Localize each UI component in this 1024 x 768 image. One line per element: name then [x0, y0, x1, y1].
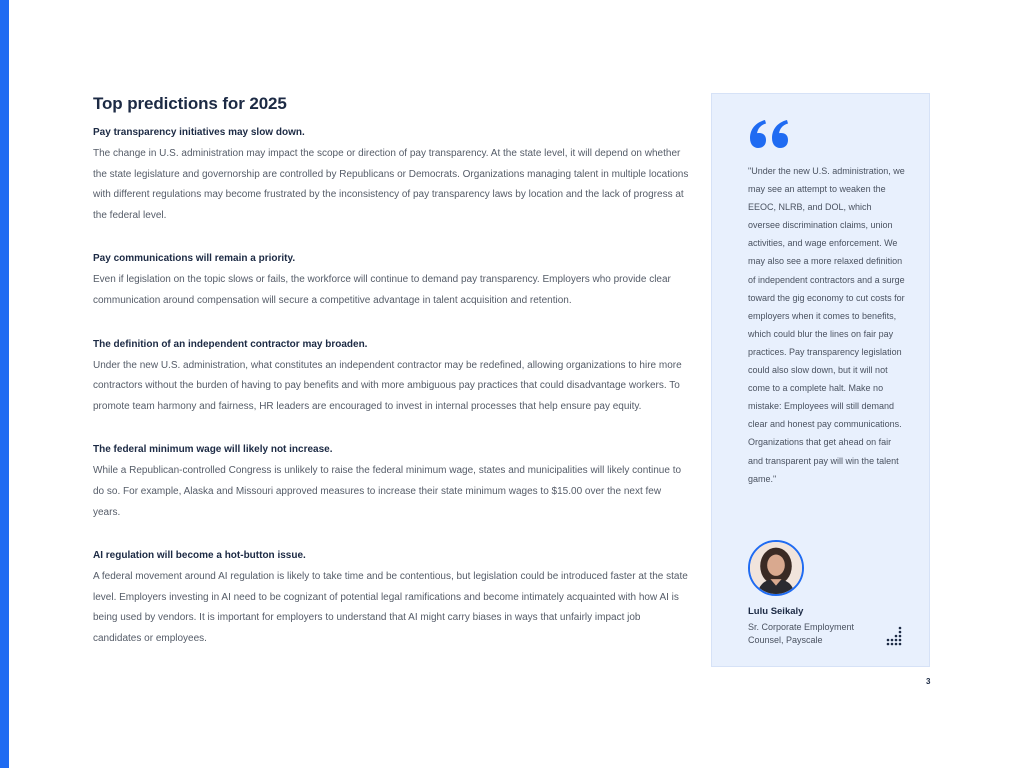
payscale-dots-logo-icon — [885, 626, 903, 646]
prediction-section-2 — [93, 252, 693, 311]
page-number: 3 — [926, 677, 931, 686]
author-avatar — [748, 540, 804, 596]
prediction-body: While a Republican-controlled Congress is unlikely to raise the federal minimum wage, states and municipalities will likely continue to do so. For example, Alaska and Missouri approved measures to increase their state minimum wages to $15.00 over the next few years. — [93, 465, 682, 518]
prediction-heading: Pay communications will remain a priority. — [93, 253, 296, 265]
prediction-body: The change in U.S. administration may impact the scope or direction of pay transparency. At the state level, it will depend on whether the state legislature and governorship are controlled by Republicans or Democrats. Organizations managing talent in multiple locations with different regulations may become frustrated by the inconsistency of pay transparency laws by location and the lack of progress at the federal level. — [93, 148, 689, 221]
main-content — [93, 94, 693, 676]
quote-text: "Under the new U.S. administration, we may see an attempt to weaken the EEOC, NLRB, and DOL, which oversee discrimination claims, union activities, and wage enforcement. We may also see a more relaxed definition of independent contractors and a surge toward the gig economy to cut costs for employers when it comes to benefits, which could blur the lines on fair pay practices. Pay transparency legislation could also slow down, but it will not come to a complete halt. Make no mistake: Employees will still demand clear and honest pay communications. Organizations that get ahead on fair and transparent pay will win the talent game." — [748, 166, 905, 484]
quote-card — [711, 93, 930, 667]
prediction-heading: The federal minimum wage will likely not increase. — [93, 444, 333, 456]
prediction-heading: AI regulation will become a hot-button issue. — [93, 550, 306, 562]
author-title: Sr. Corporate Employment Counsel, Payscale — [748, 622, 855, 645]
avatar-portrait-icon — [750, 542, 802, 594]
prediction-section-4 — [93, 443, 693, 523]
prediction-body: A federal movement around AI regulation is likely to take time and be contentious, but legislation could be introduced faster at the state level. Employers investing in AI need to be cognizant of potential legal ramifications and become intimately acquainted with how AI is being used by vendors. It is important for employers to understand that AI might carry biases in ways that unfairly impact job candidates or employees. — [93, 571, 688, 644]
page-title: Top predictions for 2025 — [93, 94, 287, 113]
prediction-body: Even if legislation on the topic slows or fails, the workforce will continue to demand pay transparency. Employers who provide clear communication around compensation will secure a competitive advantage in talent acquisition and retention. — [93, 274, 671, 306]
prediction-section-3 — [93, 338, 693, 418]
open-quote-icon — [748, 118, 790, 150]
prediction-heading: The definition of an independent contractor may broaden. — [93, 338, 368, 350]
prediction-heading: Pay transparency initiatives may slow down. — [93, 127, 305, 138]
prediction-body: Under the new U.S. administration, what constitutes an independent contractor may be redefined, allowing organizations to hire more contractors without the burden of having to pay benefits and with more ambiguous pay practices that could disadvantage workers. To promote team harmony and fairness, HR leaders are encouraged to invest in internal processes that help ensure pay equity. — [93, 359, 682, 412]
prediction-section-5 — [93, 549, 693, 649]
prediction-section-1 — [93, 126, 693, 226]
left-accent-bar — [0, 0, 9, 768]
author-name: Lulu Seikaly — [748, 606, 804, 617]
